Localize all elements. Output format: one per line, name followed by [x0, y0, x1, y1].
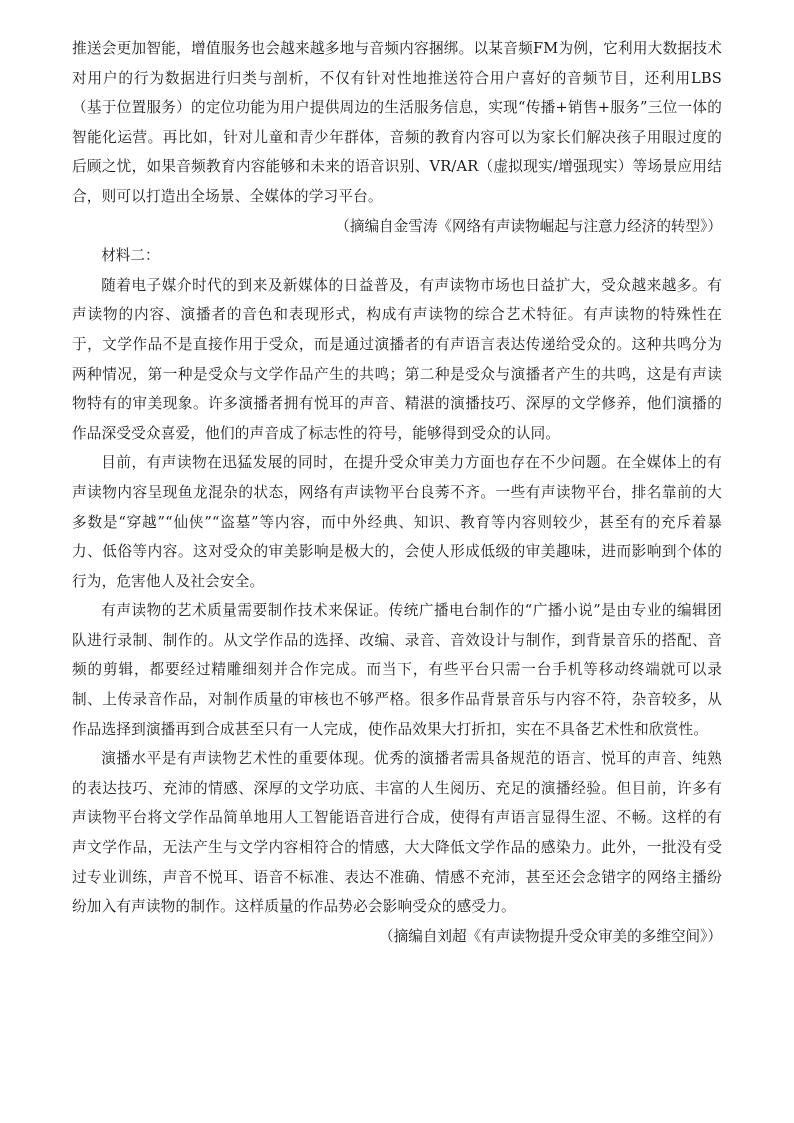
- material2-paragraph-4: 演播水平是有声读物艺术性的重要体现。优秀的演播者需具备规范的语言、悦耳的声音、纯熟的表达技巧、充沛的情感、深厚的文学功底、丰富的人生阅历、充足的演播经验。但目前，许多有声读物平台将文学作品简单地用人工智能语音进行合成，使得有声语言显得生涩、不畅。这样的有声文学作品，无法产生与文学内容相符合的情感，大大降低文学作品的感染力。此外，一批没有受过专业训练，声音不悦耳、语音不标准、表达不准确、情感不充沛，甚至还会念错字的网络主播纷纷加入有声读物的制作。这样质量的作品势必会影响受众的感受力。: [72, 750, 722, 916]
- material2-label: 材料二：: [101, 247, 160, 265]
- material1-source: （摘编自金雪涛《网络有声读物崛起与注意力经济的转型》）: [335, 217, 722, 235]
- document-page: [72, 34, 722, 951]
- material2-source: （摘编自刘超《有声读物提升受众审美的多维空间》）: [379, 927, 722, 945]
- material2-paragraph-1: 随着电子媒介时代的到来及新媒体的日益普及，有声读物市场也日益扩大，受众越来越多。有声读物的内容、演播者的音色和表现形式，构成有声读物的综合艺术特征。有声读物的特殊性在于，文学作品不是直接作用于受众，而是通过演播者的有声语言表达传递给受众的。这种共鸣分为两种情况，第一种是受众与文学作品产生的共鸣；第二种是受众与演播者产生的共鸣，这是有声读物特有的审美现象。许多演播者拥有悦耳的声音、精湛的演播技巧、深厚的文学修养，他们演播的作品深受受众喜爱，他们的声音成了标志性的符号，能够得到受众的认同。: [72, 276, 722, 442]
- material1-tail-paragraph: 推送会更加智能，增值服务也会越来越多地与音频内容捆绑。以某音频FM为例，它利用大数据技术对用户的行为数据进行归类与剖析，不仅有针对性地推送符合用户喜好的音频节目，还利用LBS（基于位置服务）的定位功能为用户提供周边的生活服务信息，实现“传播+销售+服务”三位一体的智能化运营。再比如，针对儿童和青少年群体，音频的教育内容可以为家长们解决孩子用眼过度的后顾之忧，如果音频教育内容能够和未来的语音识别、VR/AR（虚拟现实/增强现实）等场景应用结合，则可以打造出全场景、全媒体的学习平台。: [72, 40, 722, 205]
- material2-paragraph-2: 目前，有声读物在迅猛发展的同时，在提升受众审美力方面也存在不少问题。在全媒体上的有声读物内容呈现鱼龙混杂的状态，网络有声读物平台良莠不齐。一些有声读物平台，排名靠前的大多数是“穿越”“仙侠”“盗墓”等内容，而中外经典、知识、教育等内容则较少，甚至有的充斥着暴力、低俗等内容。这对受众的审美影响是极大的，会使人形成低级的审美趣味，进而影响到个体的行为，危害他人及社会安全。: [72, 454, 722, 590]
- material2-paragraph-3: 有声读物的艺术质量需要制作技术来保证。传统广播电台制作的“广播小说”是由专业的编辑团队进行录制、制作的。从文学作品的选择、改编、录音、音效设计与制作，到背景音乐的搭配、音频的剪辑，都要经过精雕细刻并合作完成。而当下，有些平台只需一台手机等移动终端就可以录制、上传录音作品，对制作质量的审核也不够严格。很多作品背景音乐与内容不符，杂音较多，从作品选择到演播再到合成甚至只有一人完成，使作品效果大打折扣，实在不具备艺术性和欣赏性。: [72, 602, 722, 738]
